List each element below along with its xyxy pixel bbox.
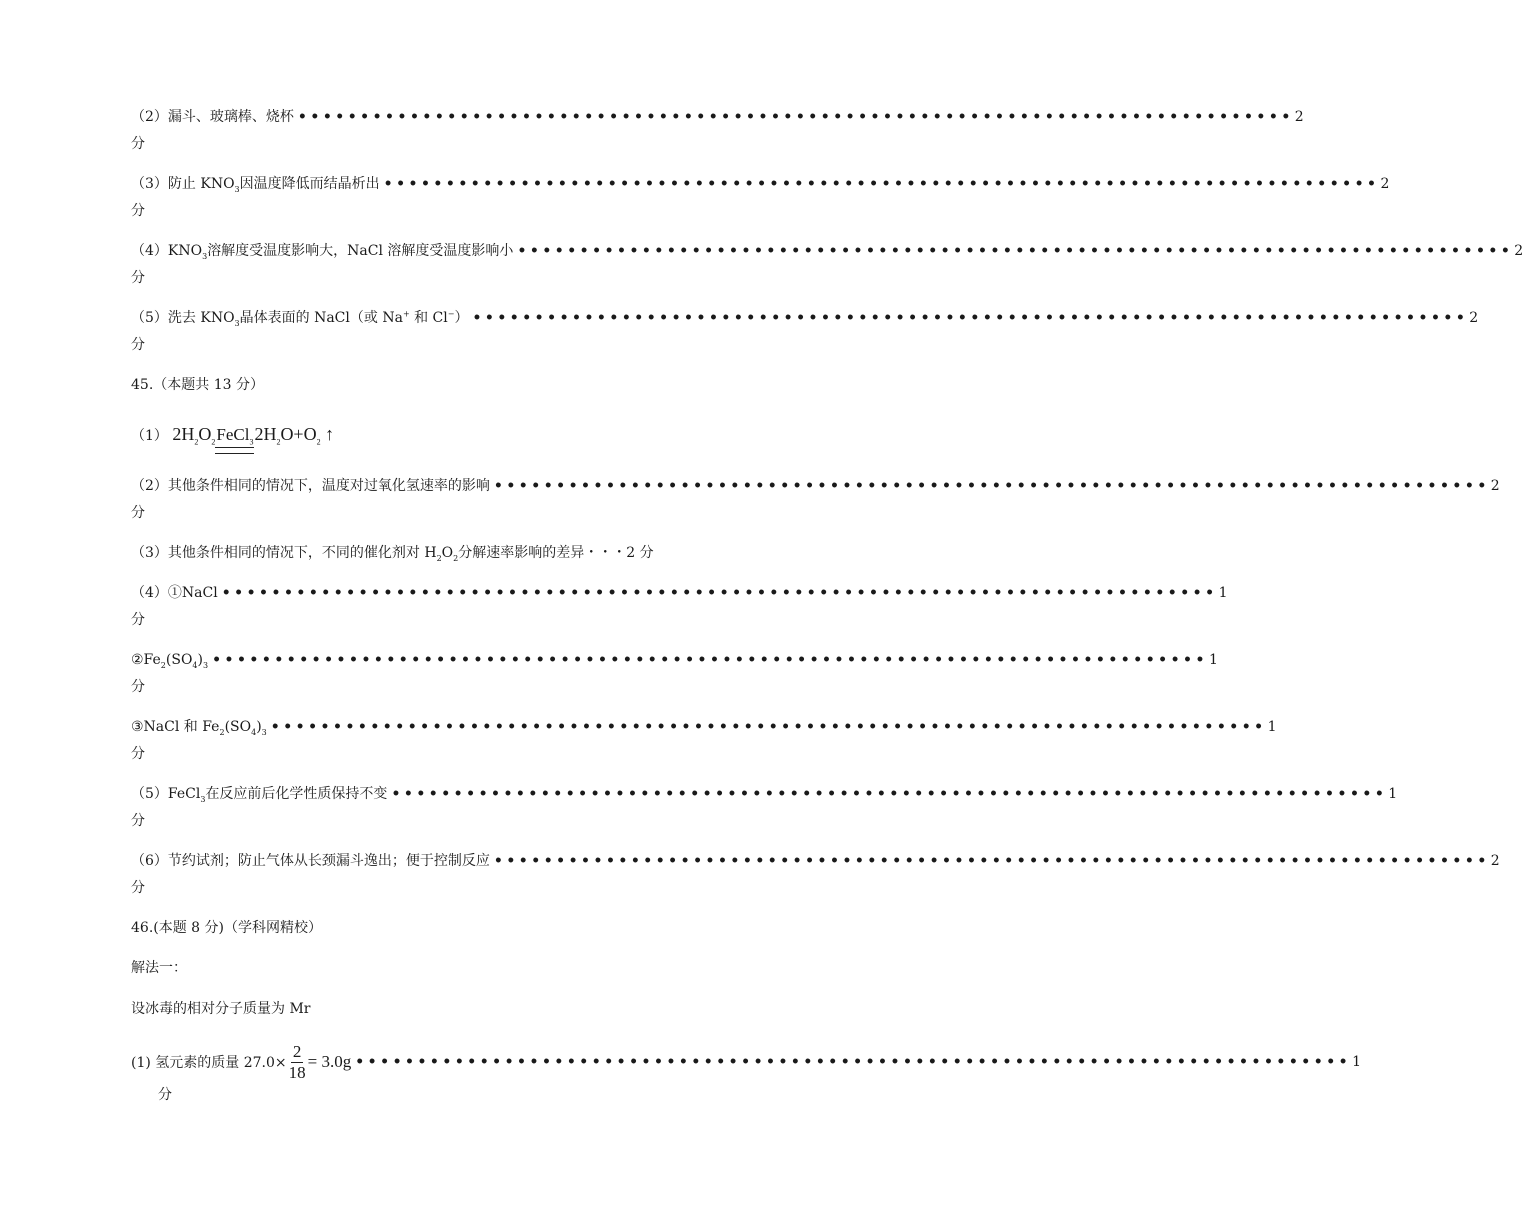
points-unit: 分 (131, 746, 145, 762)
setup-text: 设冰毒的相对分子质量为 Mr (131, 1001, 311, 1017)
answer-line-44-2 (131, 106, 1304, 128)
answer-line-44-4 (131, 240, 1523, 262)
answer-text: （5）洗去 $KNO_3$晶体表面的 NaCl（或 Na+ 和 Cl−） (131, 307, 472, 329)
leader-dots: •••••••••••••••••••••••••••••••••••••••••••••••••••••••••••••••••••••••••••••••• (391, 786, 1388, 802)
points-unit: 分 (131, 612, 145, 628)
leader-dots: •••••••••••••••••••••••••••••••••••••••••••••••••••••••••••••••••••••••••••••••• (221, 585, 1218, 601)
reaction-condition-sign: FeCl$_3$ (215, 421, 254, 450)
answer-line-45-4b (131, 649, 1218, 671)
leader-dots: •••••••••••••••••••••••••••••••••••••••••••••••••••••••••••••••••••••••••••••••• (355, 1054, 1352, 1070)
leader-dots: •••••••••••••••••••••••••••••••••••••••••••••••••••••••••••••••••••••••••••••••• (493, 478, 1490, 494)
answer-line-45-2 (131, 475, 1500, 497)
leader-dots: •••••••••••••••••••••••••••••••••••••••••••••••••••••••••••••••••••••••••••••••• (212, 652, 1208, 668)
answer-line-44-5 (131, 307, 1479, 329)
points-unit: 分 (131, 880, 145, 896)
answer-line-45-6 (131, 850, 1500, 872)
answer-line-45-4c (131, 716, 1277, 738)
answer-text: （2）其他条件相同的情况下，温度对过氧化氢速率的影响 (131, 475, 494, 497)
chemical-equation: （1） $2H_2O_2FeCl_3$ $2H_2O+O_2$ ↑ (131, 420, 334, 448)
points-unit: 分 (131, 270, 145, 286)
points: 1 (1218, 585, 1228, 601)
answer-text: $(4)KNO_3$溶解度受温度影响大，NaCl 溶解度受温度影响小 (131, 240, 517, 262)
leader-dots: •••••••••••••••••••••••••••••••••••••••••••••••••••••••••••••••••••••••••••••••• (297, 109, 1294, 125)
method-label: 解法一： (131, 960, 187, 976)
points-unit: 分 (131, 136, 145, 152)
points-unit: 分 (131, 505, 145, 521)
answer-line-45-4a (131, 582, 1228, 604)
answer-line-44-3 (131, 173, 1390, 195)
fraction: $\frac{2}{18}$ (288, 1042, 306, 1082)
points: 2 (1380, 176, 1390, 192)
answer-text: ③NaCl 和 $Fe_2(SO_4)_3$ (131, 716, 271, 738)
points: 1 (1388, 786, 1398, 802)
answer-text: （4）①NaCl (131, 582, 222, 604)
points: 1 (1208, 652, 1218, 668)
answer-text: （2）漏斗、玻璃棒、烧杯 (131, 106, 298, 128)
answer-line-45-5 (131, 783, 1398, 805)
points: 2 (1490, 478, 1500, 494)
points: 2 (1514, 243, 1523, 259)
answer-text: （6）节约试剂；防止气体从长颈漏斗逸出；便于控制反应 (131, 850, 494, 872)
answer-text: $②Fe_2(SO_4)_3$ (131, 649, 212, 671)
answer-text: (1) 氢元素的质量 27.0× $\frac{2}{18}$ = 3.0g (131, 1038, 355, 1087)
leader-dots: •••••••••••••••••••••••••••••••••••••••••••••••••••••••••••••••••••••••••••••••• (517, 243, 1514, 259)
answer-text: （3）防止 $KNO_3$因温度降低而结晶析出 (131, 173, 384, 195)
points: 2 (1294, 109, 1304, 125)
points: 1 (1352, 1054, 1362, 1070)
leader-dots: •••••••••••••••••••••••••••••••••••••••••••••••••••••••••••••••••••••••••••••••• (472, 310, 1469, 326)
answer-text: （5）FeCl$_3$在反应前后化学性质保持不变 (131, 783, 391, 805)
gas-arrow-icon: ↑ (325, 424, 335, 444)
points-unit: 分 (131, 813, 145, 829)
points-unit: 分 (131, 337, 145, 353)
leader-dots: •••••••••••••••••••••••••••••••••••••••••••••••••••••••••••••••••••••••••••••••• (493, 853, 1490, 869)
leader-dots: •••••••••••••••••••••••••••••••••••••••••••••••••••••••••••••••••••••••••••••••• (270, 719, 1267, 735)
points: 1 (1267, 719, 1277, 735)
points-unit: 分 (131, 203, 145, 219)
points-unit: 分 (131, 679, 145, 695)
points: 2 (1469, 310, 1479, 326)
leader-dots: •••••••••••••••••••••••••••••••••••••••••••••••••••••••••••••••••••••••••••••••• (383, 176, 1380, 192)
points: 2 (1490, 853, 1500, 869)
question-heading-46: 46.(本题 8 分)（学科网精校） (131, 920, 322, 936)
points-unit: 分 (158, 1087, 172, 1103)
answer-line-45-3: （3）其他条件相同的情况下，不同的催化剂对 $H_2O_2$分解速率影响的差异・・・2 分 (131, 545, 654, 563)
answer-line-46-1 (131, 1038, 1362, 1086)
question-heading-45: 45.（本题共 13 分） (131, 377, 264, 393)
